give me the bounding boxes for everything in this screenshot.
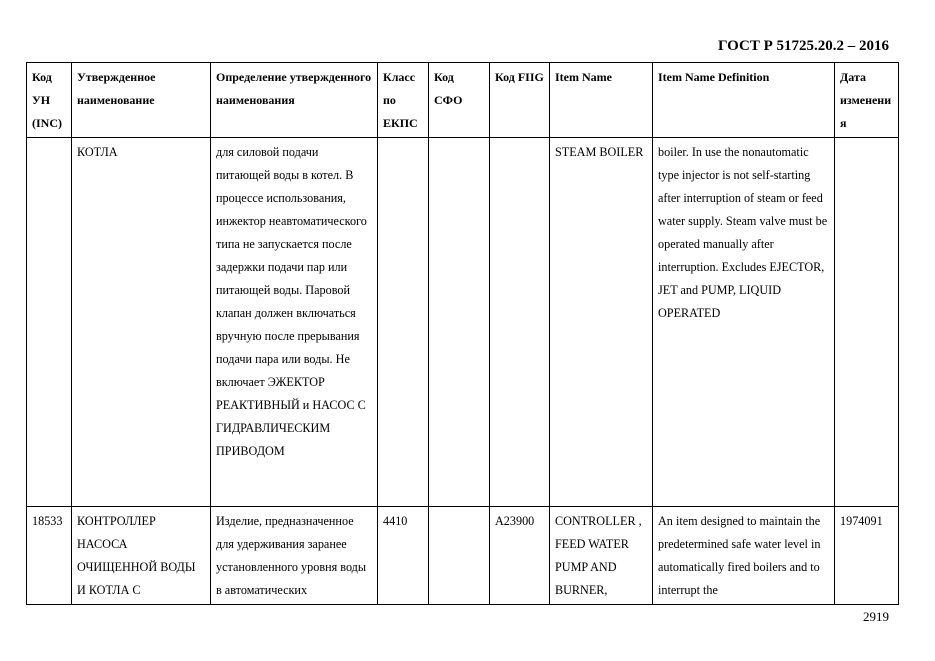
- column-header-definition: Определение утвержденного наименования: [211, 63, 378, 138]
- cell-approved-name: КОТЛА: [72, 138, 211, 507]
- cell-change-date: [835, 138, 899, 507]
- page-number: 2919: [863, 609, 889, 624]
- cell-item-name: STEAM BOILER: [550, 138, 653, 507]
- column-header-ekps-class: Класс по ЕКПС: [378, 63, 429, 138]
- cell-item-definition: An item designed to maintain the predetermined safe water level in automatically fired boilers and to interrupt the: [653, 507, 835, 605]
- cell-sfo-code: [429, 507, 490, 605]
- cell-item-definition: boiler. In use the nonautomatic type injector is not self-starting after interruption of steam or feed water supply. Steam valve must be operated manually after interruption. Excludes EJECTOR, JET and PUMP, LIQUID OPERATED: [653, 138, 835, 507]
- cell-ekps-class: 4410: [378, 507, 429, 605]
- cell-fiig-code: [490, 138, 550, 507]
- column-header-inc: Код УН (INC): [27, 63, 72, 138]
- cell-definition: для силовой подачи питающей воды в котел. В процессе использования, инжектор неавтоматического типа не запускается после задержки подачи пар или питающей воды. Паровой клапан должен включаться вручную после прерывания подачи пара или воды. Не включает ЭЖЕКТОР РЕАКТИВНЫЙ и НАСОС С ГИДРАВЛИЧЕСКИМ ПРИВОДОМ: [211, 138, 378, 507]
- nomenclature-table: [26, 62, 899, 605]
- column-header-item-definition: Item Name Definition: [653, 63, 835, 138]
- table-row: [27, 138, 899, 507]
- cell-fiig-code: A23900: [490, 507, 550, 605]
- cell-ekps-class: [378, 138, 429, 507]
- cell-sfo-code: [429, 138, 490, 507]
- document-code: ГОСТ Р 51725.20.2 – 2016: [717, 38, 889, 54]
- table-row: [27, 507, 899, 605]
- cell-inc: [27, 138, 72, 507]
- cell-definition: Изделие, предназначенное для удерживания заранее установленного уровня воды в автоматических: [211, 507, 378, 605]
- column-header-item-name: Item Name: [550, 63, 653, 138]
- cell-item-name: CONTROLLER , FEED WATER PUMP AND BURNER,: [550, 507, 653, 605]
- column-header-approved-name: Утвержденное наименование: [72, 63, 211, 138]
- cell-inc: 18533: [27, 507, 72, 605]
- column-header-fiig-code: Код FIIG: [490, 63, 550, 138]
- column-header-sfo-code: Код СФО: [429, 63, 490, 138]
- column-header-change-date: Дата изменения: [835, 63, 899, 138]
- cell-approved-name: КОНТРОЛЛЕР НАСОСА ОЧИЩЕННОЙ ВОДЫ И КОТЛА С: [72, 507, 211, 605]
- cell-change-date: 1974091: [835, 507, 899, 605]
- table-header-row: [27, 63, 899, 138]
